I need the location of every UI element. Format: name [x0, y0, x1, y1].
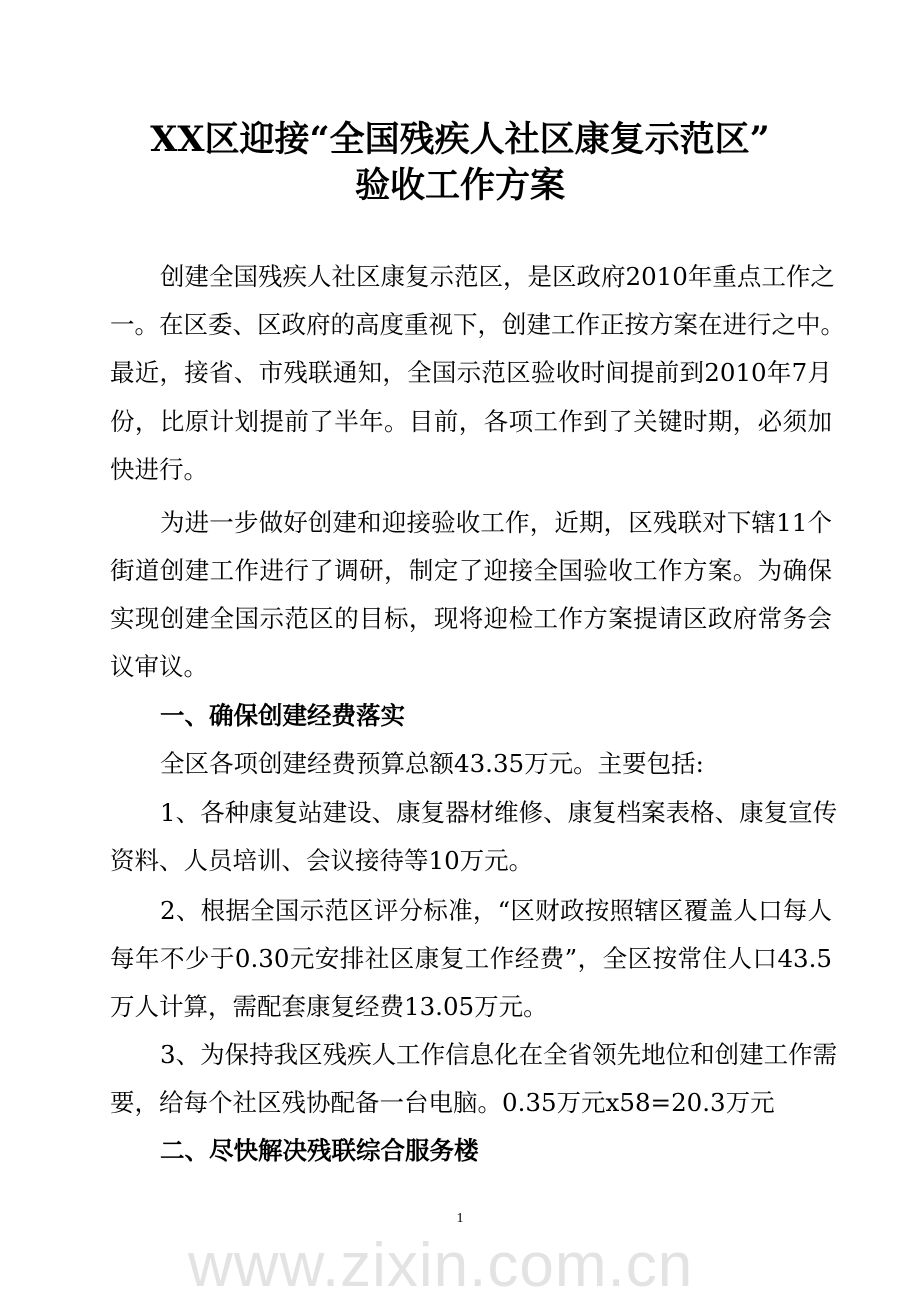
paragraph-line: 全区各项创建经费预算总额43.35万元。主要包括: [160, 749, 704, 778]
section-heading-1: 一、确保创建经费落实 [160, 701, 405, 730]
paragraph-line: 实现创建全国示范区的目标，现将迎检工作方案提请区政府常务会 [110, 604, 832, 633]
paragraph-line: 快进行。 [110, 455, 208, 484]
document-title-line-2: 验收工作方案 [354, 165, 565, 206]
watermark: www.zixin.com.cn [188, 1231, 694, 1300]
list-item-line: 每年不少于0.30元安排社区康复工作经费”，全区按常住人口43.5 [110, 944, 832, 973]
list-item-line: 1、各种康复站建设、康复器材维修、康复档案表格、康复宣传 [160, 798, 838, 827]
paragraph-line: 议审议。 [110, 652, 208, 681]
page-number: 1 [456, 1211, 464, 1226]
paragraph-line: 创建全国残疾人社区康复示范区，是区政府2010年重点工作之 [160, 262, 835, 291]
document-title-line-1: XX区迎接“全国残疾人社区康复示范区” [150, 119, 770, 160]
paragraph-line: 份，比原计划提前了半年。目前，各项工作到了关键时期，必须加 [110, 407, 832, 436]
list-item-line: 万人计算，需配套康复经费13.05万元。 [110, 992, 548, 1021]
paragraph-line: 为进一步做好创建和迎接验收工作，近期，区残联对下辖11个 [160, 508, 832, 537]
paragraph-line: 一。在区委、区政府的高度重视下，创建工作正按方案在进行之中。 [110, 310, 845, 339]
list-item-line: 资料、人员培训、会议接待等10万元。 [110, 846, 534, 875]
paragraph-line: 街道创建工作进行了调研，制定了迎接全国验收工作方案。为确保 [110, 556, 832, 585]
paragraph-line: 最近，接省、市残联通知，全国示范区验收时间提前到2010年7月 [110, 358, 832, 387]
list-item-line: 2、根据全国示范区评分标准，“区财政按照辖区覆盖人口每人 [160, 896, 832, 925]
list-item-line: 要，给每个社区残协配备一台电脑。0.35万元x58=20.3万元 [110, 1088, 775, 1117]
list-item-line: 3、为保持我区残疾人工作信息化在全省领先地位和创建工作需 [160, 1040, 838, 1069]
section-heading-2: 二、尽快解决残联综合服务楼 [160, 1136, 479, 1165]
